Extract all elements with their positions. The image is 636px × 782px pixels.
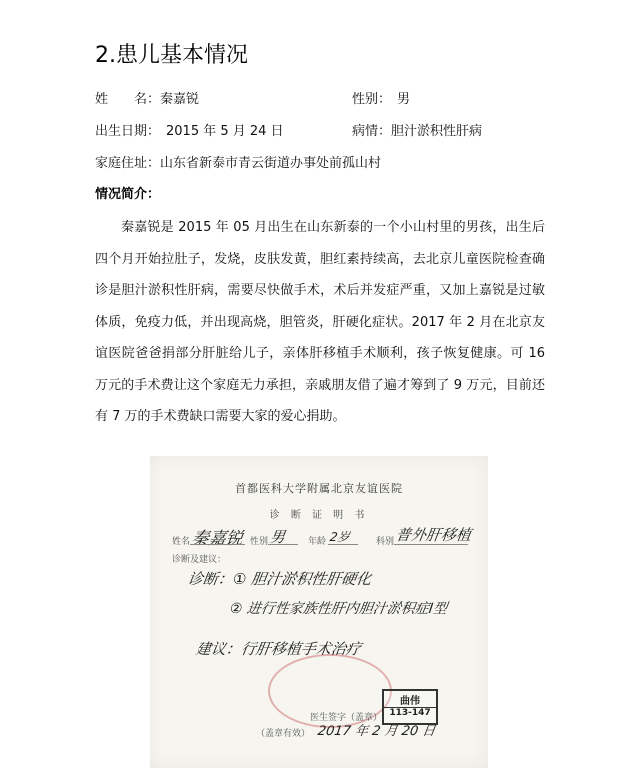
- cert-gender-label: 性别: [250, 537, 269, 547]
- cert-name-value: 秦嘉锐: [190, 529, 245, 549]
- cert-gender-value: 男: [268, 528, 287, 546]
- gender-value: 男: [397, 92, 411, 107]
- certificate-hospital: 首都医科大学附属北京友谊医院: [235, 482, 403, 495]
- gender-label: 性别：: [352, 92, 392, 107]
- address-value: 山东省新泰市青云街道办事处前孤山村: [160, 156, 382, 171]
- cert-name-label: 姓名: [172, 537, 191, 547]
- cert-suggestion-line: 建议：行肝移植手术治疗: [194, 640, 363, 658]
- birth-value: 2015 年 5 月 24 日: [166, 124, 284, 139]
- certificate-title: 诊 断 证 明 书: [269, 510, 369, 521]
- cert-gender-line: [268, 544, 298, 545]
- cert-validity-note: （盖章有效）: [256, 729, 311, 739]
- cert-date: 2017 年 2 月 20 日: [316, 724, 437, 739]
- doctor-stamp-number: 113-147: [384, 707, 436, 718]
- cert-age-line: [328, 544, 358, 545]
- doctor-stamp-name: 曲伟: [400, 696, 420, 707]
- summary-heading: 情况简介：: [95, 187, 161, 202]
- name-field: [95, 88, 199, 107]
- condition-value: 胆汁淤积性肝病: [391, 124, 483, 139]
- name-label: 姓 名：: [95, 92, 161, 107]
- cert-name-line: [190, 544, 245, 545]
- cert-dept-line: [394, 544, 468, 545]
- cert-diagnosis-line2: ② 进行性家族性肝内胆汁淤积症Ⅰ型: [228, 601, 449, 617]
- diagnosis-certificate-image: [150, 456, 488, 768]
- condition-field: [352, 120, 482, 139]
- summary-paragraph: 秦嘉锐是 2015 年 05 月出生在山东新泰的一个小山村里的男孩，出生后四个月开始拉肚子，发烧，皮肤发黄，胆红素持续高，去北京儿童医院检查确诊是胆汁淤积性肝病，需要尽快做手术，术后并发症严重，又加上嘉锐是过敏体质，免疫力低，并出现高烧，胆管炎，肝硬化症状。2017 年 2 月在北京友谊医院爸爸捐部分肝脏给儿子，亲体肝移植手术顺利，孩子恢复健康。可 16 万元的手术费让这个家庭无力承担，亲戚朋友借了遍才筹到了 9 万元，目前还有 7 万的手术费缺口需要大家的爱心捐助。: [95, 220, 545, 424]
- cert-signature-label: 医生签字（盖章）: [310, 713, 383, 723]
- cert-diagnosis-line1: 诊断：① 胆汁淤积性肝硬化: [186, 570, 373, 588]
- page-title: 2.患儿基本情况: [95, 43, 248, 68]
- cert-age-value: 2岁: [328, 530, 351, 544]
- birth-field: [95, 120, 284, 139]
- address-label: 家庭住址：: [95, 156, 161, 171]
- name-value: 秦嘉锐: [160, 92, 200, 107]
- cert-diagnosis-label: 诊断及建议：: [172, 555, 227, 565]
- address-field: [95, 152, 381, 171]
- condition-label: 病情：: [352, 124, 392, 139]
- gender-field: [352, 88, 410, 107]
- cert-age-label: 年龄: [308, 537, 327, 547]
- cert-dept-value: 普外肝移植: [394, 526, 473, 544]
- birth-label: 出生日期：: [95, 124, 161, 139]
- cert-dept-label: 科别: [376, 537, 395, 547]
